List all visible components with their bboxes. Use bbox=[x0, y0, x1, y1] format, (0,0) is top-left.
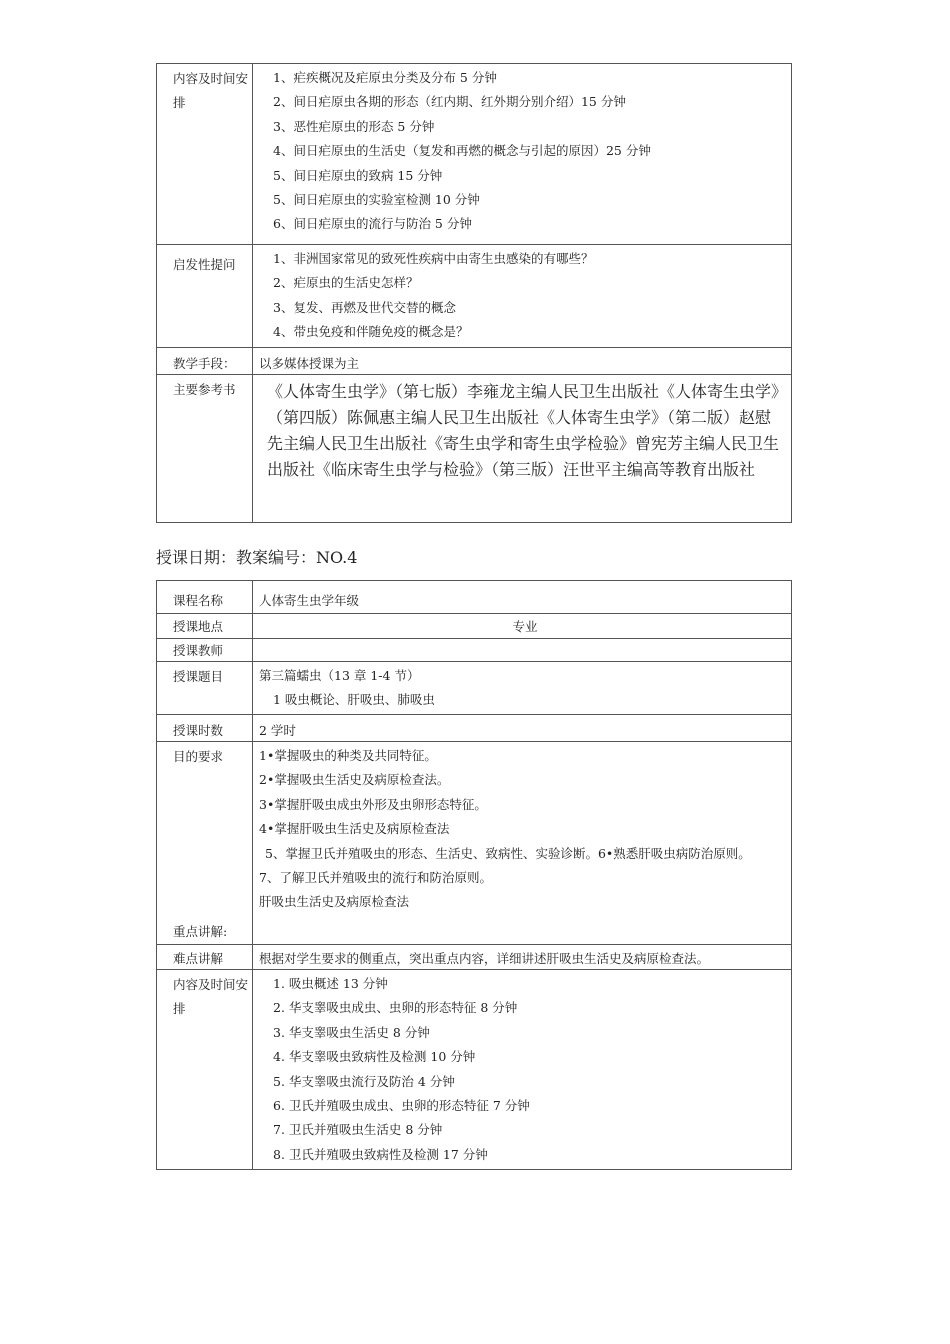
list-item: 2、间日疟原虫各期的形态（红内期、红外期分别介绍）15 分钟 bbox=[273, 94, 626, 110]
means-row bbox=[157, 348, 792, 375]
course-value: 人体寄生虫学年级 bbox=[253, 581, 792, 614]
refs-text: 《人体寄生虫学》（第七版）李雍龙主编人民卫生出版社《人体寄生虫学》（第四版）陈佩惠主编人民卫生出版社《人体寄生虫学》（第二版）赵慰先主编人民卫生出版社《寄生虫学和寄生虫学检验》曾宪芳主编人民卫生出版社《临床寄生虫学与检验》（第三版）汪世平主编高等教育出版社 bbox=[267, 382, 780, 479]
lesson-plan-table-1 bbox=[156, 63, 792, 523]
refs-row bbox=[157, 375, 792, 523]
goals-list bbox=[253, 742, 792, 945]
list-item: 1、非洲国家常见的致死性疾病中由寄生虫感染的有哪些？ bbox=[273, 251, 594, 266]
teacher-value bbox=[253, 639, 792, 662]
schedule-row bbox=[157, 64, 792, 245]
list-item: 4、间日疟原虫的生活史（复发和再燃的概念与引起的原因）25 分钟 bbox=[273, 143, 651, 159]
refs-value bbox=[253, 375, 792, 523]
goals-label-cell bbox=[157, 742, 253, 945]
teacher-row bbox=[157, 639, 792, 662]
list-item: 3、复发、再燃及世代交替的概念 bbox=[273, 299, 456, 315]
list-item: 1•掌握吸虫的种类及共同特征。 bbox=[259, 748, 437, 763]
schedule2-label: 内容及时间安排 bbox=[157, 970, 253, 1170]
place-label: 授课地点 bbox=[157, 614, 253, 639]
schedule2-list bbox=[253, 970, 792, 1170]
list-item: 4. 华支睾吸虫致病性及检测 10 分钟 bbox=[273, 1049, 476, 1065]
topic-line-2: 1 吸虫概论、肝吸虫、肺吸虫 bbox=[273, 692, 435, 708]
schedule2-row bbox=[157, 970, 792, 1170]
list-item: 5、掌握卫氏并殖吸虫的形态、生活史、致病性、实验诊断。6•熟悉肝吸虫病防治原则。 bbox=[265, 845, 751, 861]
list-item: 7. 卫氏并殖吸虫生活史 8 分钟 bbox=[273, 1122, 443, 1138]
list-item: 3•掌握肝吸虫成虫外形及虫卵形态特征。 bbox=[259, 796, 487, 812]
hours-value: 2 学时 bbox=[253, 715, 792, 742]
hours-row bbox=[157, 715, 792, 742]
list-item: 6. 卫氏并殖吸虫成虫、虫卵的形态特征 7 分钟 bbox=[273, 1098, 530, 1114]
difficult-label: 难点讲解 bbox=[157, 945, 253, 970]
list-item: 1、疟疾概况及疟原虫分类及分布 5 分钟 bbox=[273, 70, 497, 85]
schedule-label: 内容及时间安排 bbox=[157, 64, 253, 245]
lesson-plan-table-2 bbox=[156, 580, 792, 1170]
goals-label: 目的要求 bbox=[173, 749, 224, 764]
list-item: 7、了解卫氏并殖吸虫的流行和防治原则。 bbox=[259, 870, 492, 886]
topic-line-1: 第三篇蠕虫（13 章 1-4 节） bbox=[259, 668, 420, 683]
means-label: 教学手段： bbox=[157, 348, 253, 375]
list-item: 2•掌握吸虫生活史及病原检查法。 bbox=[259, 772, 450, 788]
list-item: 4、带虫免疫和伴随免疫的概念是？ bbox=[273, 324, 469, 340]
topic-row bbox=[157, 662, 792, 715]
goals-row bbox=[157, 742, 792, 945]
list-item: 3. 华支睾吸虫生活史 8 分钟 bbox=[273, 1024, 430, 1040]
course-label: 课程名称 bbox=[157, 581, 253, 614]
key-label: 重点讲解: bbox=[173, 924, 228, 939]
list-item: 3、恶性疟原虫的形态 5 分钟 bbox=[273, 118, 435, 134]
course-row bbox=[157, 581, 792, 614]
list-item: 6、间日疟原虫的流行与防治 5 分钟 bbox=[273, 216, 472, 232]
questions-row bbox=[157, 245, 792, 348]
teacher-label: 授课教师 bbox=[157, 639, 253, 662]
list-item: 8. 卫氏并殖吸虫致病性及检测 17 分钟 bbox=[273, 1146, 488, 1162]
topic-value bbox=[253, 662, 792, 715]
list-item: 2、疟原虫的生活史怎样？ bbox=[273, 275, 419, 291]
list-item: 2. 华支睾吸虫成虫、虫卵的形态特征 8 分钟 bbox=[273, 1000, 518, 1016]
list-item: 5、间日疟原虫的致病 15 分钟 bbox=[273, 167, 443, 183]
place-value: 专业 bbox=[253, 614, 792, 639]
key-value: 肝吸虫生活史及病原检查法 bbox=[259, 894, 410, 910]
means-value: 以多媒体授课为主 bbox=[253, 348, 792, 375]
topic-label: 授课题目 bbox=[157, 662, 253, 715]
schedule-list bbox=[253, 64, 792, 245]
list-item: 1. 吸虫概述 13 分钟 bbox=[273, 976, 388, 991]
refs-label: 主要参考书 bbox=[157, 375, 253, 523]
difficult-row bbox=[157, 945, 792, 970]
questions-list bbox=[253, 245, 792, 348]
list-item: 5、间日疟原虫的实验室检测 10 分钟 bbox=[273, 192, 480, 208]
list-item: 5. 华支睾吸虫流行及防治 4 分钟 bbox=[273, 1073, 455, 1089]
difficult-value: 根据对学生要求的侧重点，突出重点内容，详细讲述肝吸虫生活史及病原检查法。 bbox=[253, 945, 792, 970]
lesson-heading: 授课日期：教案编号：NO.4 bbox=[156, 548, 358, 567]
questions-label: 启发性提问 bbox=[157, 245, 253, 348]
place-row bbox=[157, 614, 792, 639]
hours-label: 授课时数 bbox=[157, 715, 253, 742]
list-item: 4•掌握肝吸虫生活史及病原检查法 bbox=[259, 821, 450, 837]
